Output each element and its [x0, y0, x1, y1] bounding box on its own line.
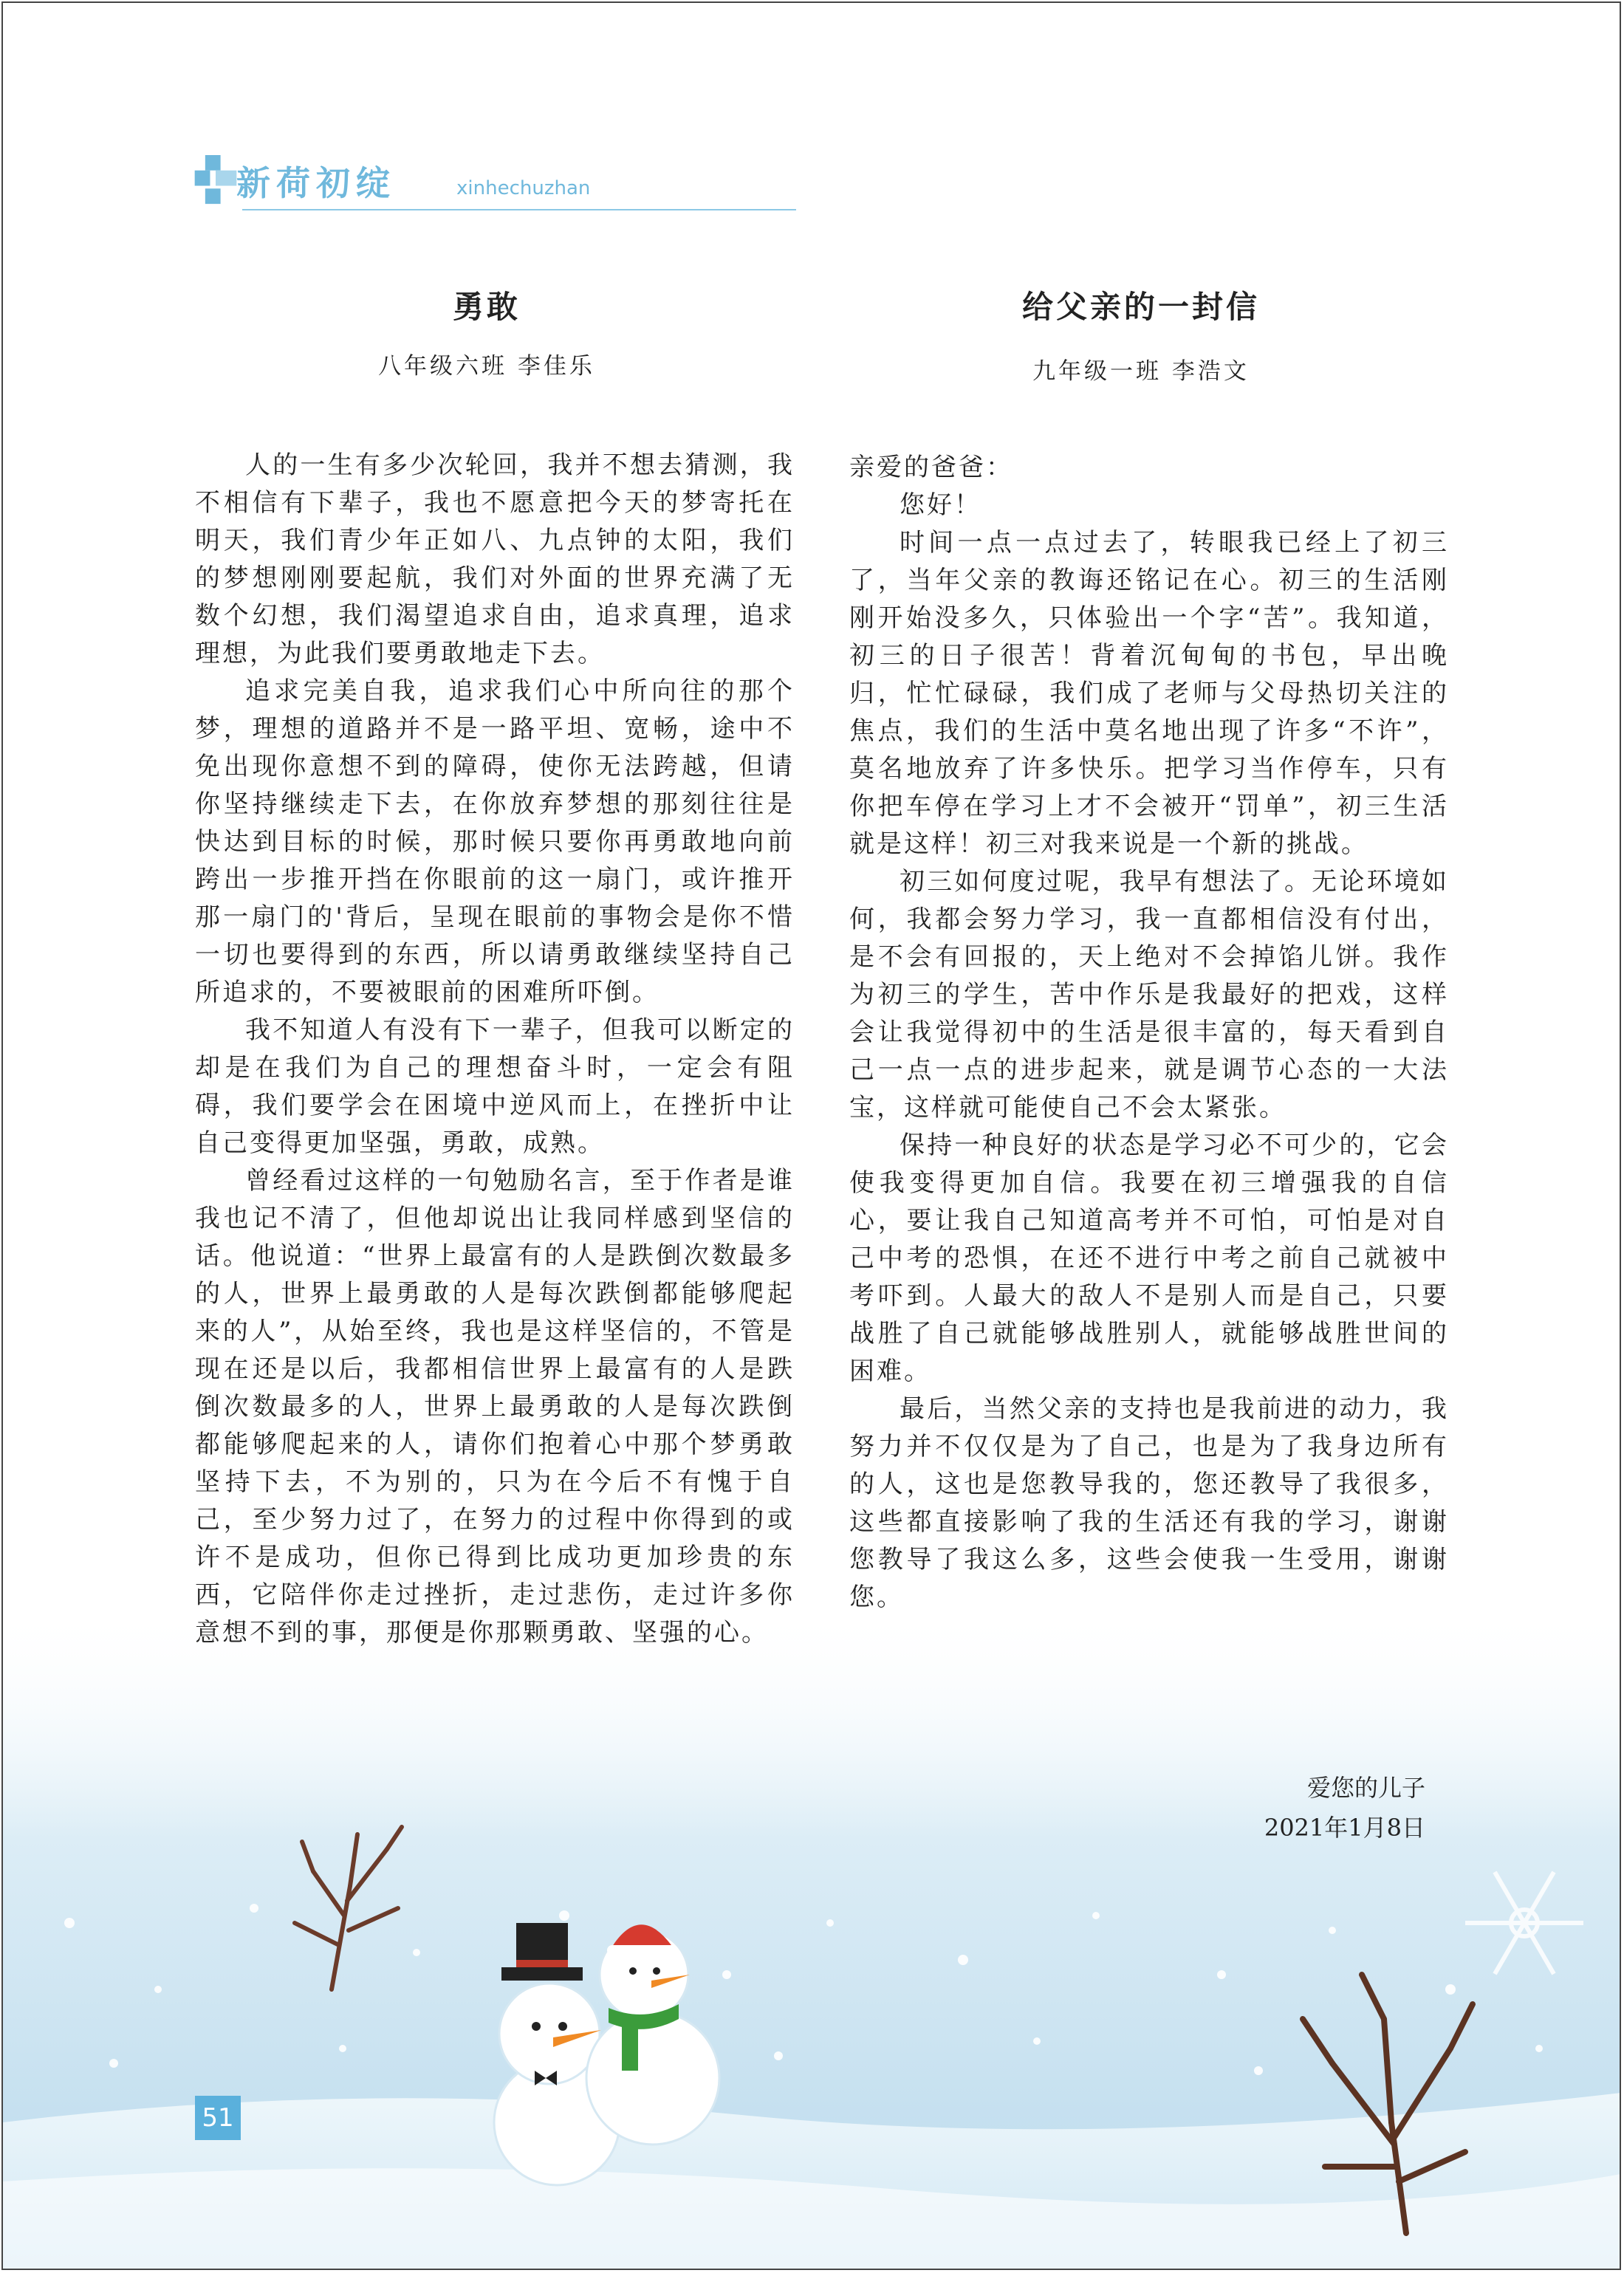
article-left-body — [195, 447, 795, 1652]
paragraph: 保持一种良好的状态是学习必不可少的，它会使我变得更加自信。我要在初三增强我的自信心，要让我自己知道高考并不可怕，可怕是对自己中考的恐惧，在还不进行中考之前自己就被中考吓到。人最大的敌人不是别人而是自己，只要战胜了自己就能够战胜别人，就能够战胜世间的困难。 — [849, 1131, 1449, 1386]
letter-greeting: 亲爱的爸爸： — [849, 453, 1013, 482]
article-left-title: 勇敢 — [452, 289, 521, 325]
article-right-author: 九年级一班 李浩文 — [1032, 358, 1250, 385]
article-left-author: 八年级六班 李佳乐 — [378, 353, 595, 380]
signature-date: 2021年1月8日 — [1264, 1814, 1425, 1842]
paragraph: 您好！ — [900, 490, 981, 520]
article-right-body — [849, 449, 1449, 1617]
paragraph: 人的一生有多少次轮回，我并不想去猜测，我不相信有下辈子，我也不愿意把今天的梦寄托在明天，我们青少年正如八、九点钟的太阳，我们的梦想刚刚要起航，我们对外面的世界充满了无数个幻想，我们渴望追求自由，追求真理，追求理想，为此我们要勇敢地走下去。 — [195, 450, 795, 668]
paragraph: 我不知道人有没有下一辈子，但我可以断定的却是在我们为自己的理想奋斗时，一定会有阻碍，我们要学会在困境中逆风而上，在挫折中让自己变得更加坚强，勇敢，成熟。 — [195, 1015, 795, 1158]
paragraph: 曾经看过这样的一句勉励名言，至于作者是谁我也记不清了，但他却说出让我同样感到坚信的话。他说道：“世界上最富有的人是跌倒次数最多的人，世界上最勇敢的人是每次跌倒都能够爬起来的人”，从始至终，我也是这样坚信的，不管是现在还是以后，我都相信世界上最富有的人是跌倒次数最多的人，世界上最勇敢的人是每次跌倒都能够爬起来的人，请你们抱着心中那个梦勇敢坚持下去，不为别的，只为在今后不有愧于自己，至少努力过了，在努力的过程中你得到的或许不是成功，但你已得到比成功更加珍贵的东西，它陪伴你走过挫折，走过悲伤，走过许多你意想不到的事，那便是你那颗勇敢、坚强的心。 — [195, 1166, 795, 1648]
paragraph: 初三如何度过呢，我早有想法了。无论环境如何，我都会努力学习，我一直都相信没有付出，是不会有回报的，天上绝对不会掉馅儿饼。我作为初三的学生，苦中作乐是我最好的把戏，这样会让我觉得初中的生活是很丰富的，每天看到自己一点一点的进步起来，就是调节心态的一大法宝，这样就可能使自己不会太紧张。 — [849, 867, 1449, 1122]
page-number: 51 — [195, 2096, 241, 2140]
paragraph: 追求完美自我，追求我们心中所向往的那个梦，理想的道路并不是一路平坦、宽畅，途中不免出现你意想不到的障碍，使你无法跨越，但请你坚持继续走下去，在你放弃梦想的那刻往往是快达到目标的时候，那时候只要你再勇敢地向前跨出一步推开挡在你眼前的这一扇门，或许推开那一扇门的'背后，呈现在眼前的事物会是你不惜一切也要得到的东西，所以请勇敢继续坚持自己所追求的，不要被眼前的困难所吓倒。 — [195, 676, 795, 1007]
signature-name: 爱您的儿子 — [1306, 1774, 1425, 1802]
letter-signature — [1152, 1768, 1425, 1848]
column-divider — [242, 209, 796, 210]
article-right-title: 给父亲的一封信 — [1021, 289, 1260, 325]
paragraph: 时间一点一点过去了，转眼我已经上了初三了，当年父亲的教诲还铭记在心。初三的生活刚刚开始没多久，只体验出一个字“苦”。我知道，初三的日子很苦！背着沉甸甸的书包，早出晚归，忙忙碌碌，我们成了老师与父母热切关注的焦点，我们的生活中莫名地出现了许多“不许”，莫名地放弃了许多快乐。把学习当作停车，只有你把车停在学习上才不会被开“罚单”，初三生活就是这样！初三对我来说是一个新的挑战。 — [849, 528, 1449, 859]
column-logo-icon — [193, 155, 238, 205]
paragraph: 最后，当然父亲的支持也是我前进的动力，我努力并不仅仅是为了自己，也是为了我身边所有的人，这也是您教导我的，您还教导了我很多，这些都直接影响了我的生活还有我的学习，谢谢您教导了我这么多，这些会使我一生受用，谢谢您。 — [849, 1394, 1449, 1612]
column-title: 新荷初绽 — [236, 163, 396, 203]
column-pinyin: xinhechuzhan — [456, 177, 591, 199]
